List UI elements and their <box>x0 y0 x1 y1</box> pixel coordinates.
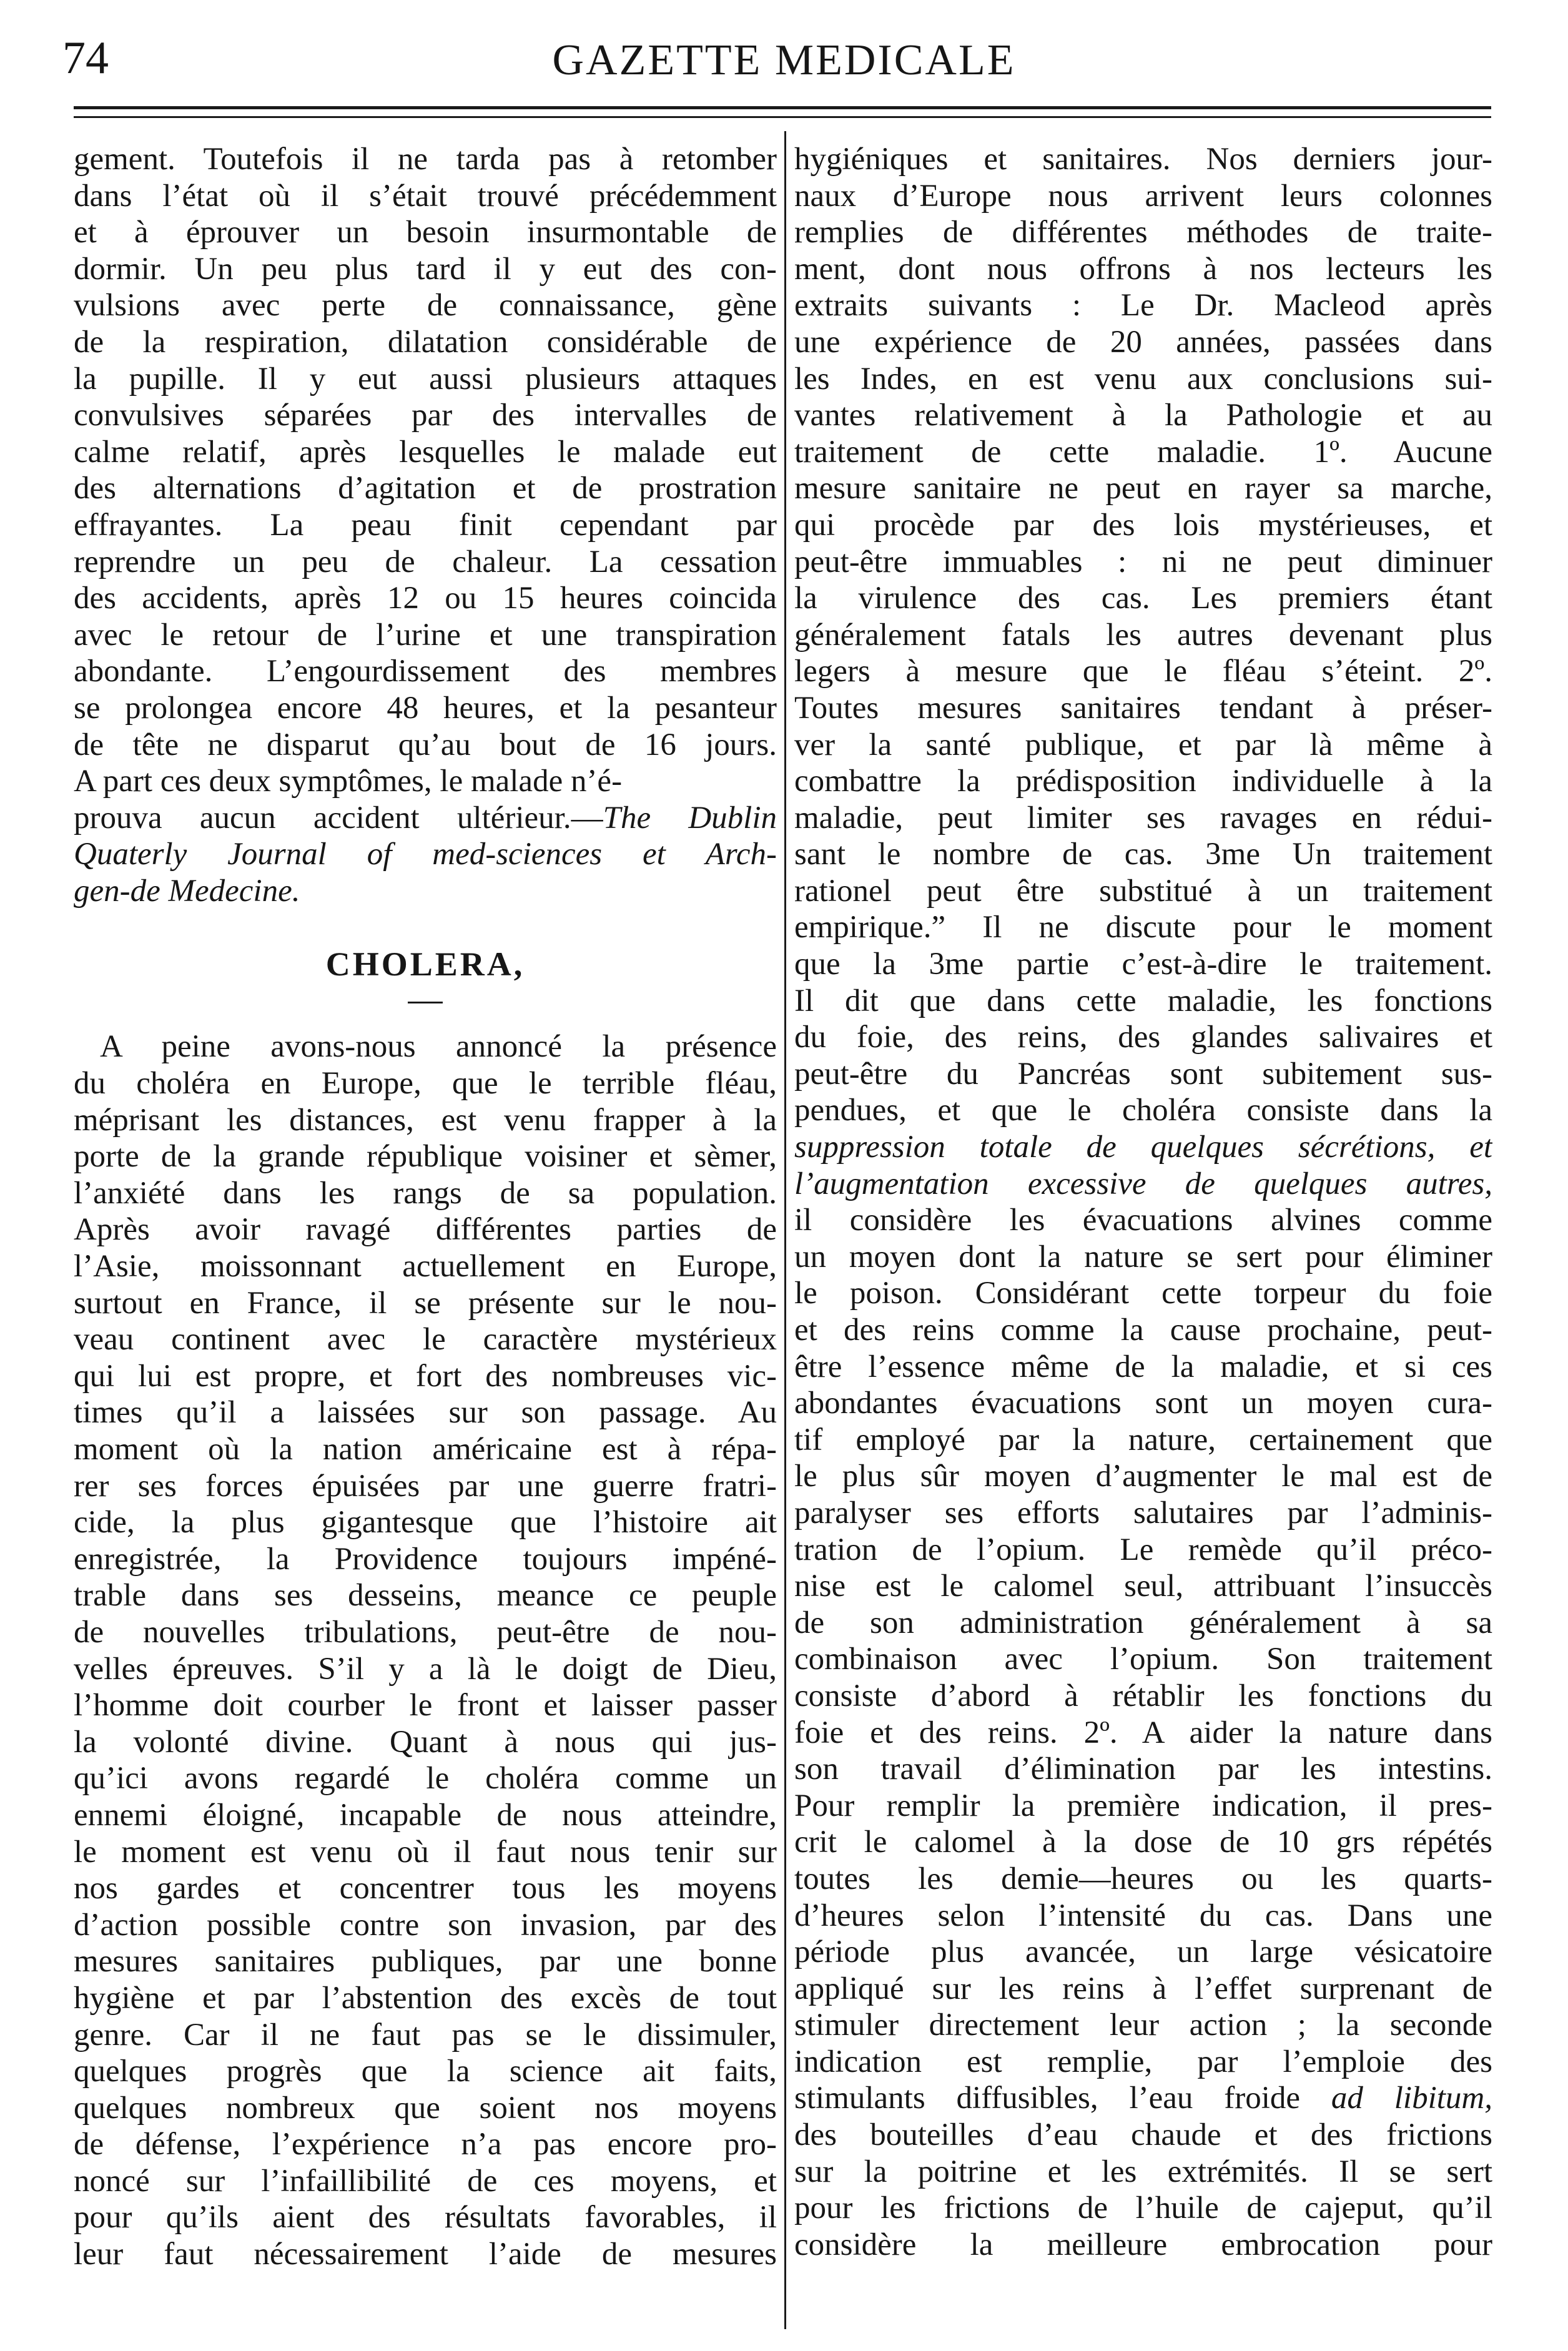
italic-run: l’augmentation excessive de quelques autres, <box>794 1166 1492 1201</box>
text-line: des bouteilles d’eau chaude et des frictions <box>794 2117 1492 2153</box>
text-line: sur la poitrine et les extrémités. Il se sert <box>794 2154 1492 2189</box>
text-line: avec le retour de l’urine et une transpiration <box>74 617 777 653</box>
text-line: genre. Car il ne faut pas se le dissimuler, <box>74 2017 777 2053</box>
text-line: dans l’état où il s’était trouvé précédemment <box>74 178 777 214</box>
page-number: 74 <box>62 32 109 84</box>
text-line: leur faut nécessairement l’aide de mesures <box>74 2237 777 2272</box>
text-line: période plus avancée, un large vésicatoire <box>794 1935 1492 1970</box>
text-line: de son administration généralement à sa <box>794 1605 1492 1640</box>
text-line: et à éprouver un besoin insurmontable de <box>74 215 777 250</box>
text-line: Toutes mesures sanitaires tendant à préser- <box>794 690 1492 726</box>
paragraph-treatment <box>794 141 1492 1129</box>
text-line: Pour remplir la première indication, il pres- <box>794 1788 1492 1823</box>
text-line: mesure sanitaire ne peut en rayer sa marche, <box>794 471 1492 506</box>
text-line <box>794 1166 1492 1203</box>
text-line: remplies de différentes méthodes de traite- <box>794 215 1492 250</box>
text-line: vulsions avec perte de connaissance, gène <box>74 288 777 323</box>
text-line: le poison. Considérant cette torpeur du foie <box>794 1276 1492 1311</box>
journal-citation: Quaterly Journal of med-sciences et Arch- <box>74 837 777 872</box>
citation-line <box>74 873 777 910</box>
text-line: veau continent avec le caractère mystérieux <box>74 1322 777 1358</box>
text-line: qu’ici avons regardé le choléra comme un <box>74 1761 777 1797</box>
text-line: extraits suivants : Le Dr. Macleod après <box>794 288 1492 323</box>
text-line: enregistrée, la Providence toujours impéné- <box>74 1541 777 1577</box>
text-line: quelques progrès que la science ait faits, <box>74 2054 777 2089</box>
text-line: Après avoir ravagé différentes parties de <box>74 1212 777 1248</box>
section-divider-dash <box>408 1002 443 1003</box>
text-line: crit le calomel à la dose de 10 grs répétés <box>794 1825 1492 1860</box>
text-line: être l’essence même de la maladie, et si ces <box>794 1349 1492 1384</box>
text-line: A peine avons-nous annoncé la présence <box>100 1029 777 1065</box>
text-line: foie et des reins. 2º. A aider la nature dans <box>794 1715 1492 1750</box>
text-line <box>794 2080 1492 2117</box>
text-line: surtout en France, il se présente sur le nou- <box>74 1285 777 1321</box>
text-line: un moyen dont la nature se sert pour éliminer <box>794 1239 1492 1274</box>
text-line: l’Asie, moissonnant actuellement en Europe, <box>74 1249 777 1284</box>
text-line: appliqué sur les reins à l’effet surprenant de <box>794 1971 1492 2006</box>
text-line: sant le nombre de cas. 3me Un traitement <box>794 837 1492 872</box>
text-line: pour les frictions de l’huile de cajeput, qu’il <box>794 2191 1492 2226</box>
text-line: du foie, des reins, des glandes salivaires et <box>794 1020 1492 1055</box>
text-line: ment, dont nous offrons à nos lecteurs les <box>794 251 1492 287</box>
text-line: des accidents, après 12 ou 15 heures coincida <box>74 581 777 616</box>
journal-citation: gen-de Medecine. <box>74 873 300 909</box>
text-line: de la respiration, dilatation considérable de <box>74 324 777 360</box>
text-line: ver la santé publique, et par là même à <box>794 727 1492 762</box>
text-line: dormir. Un peu plus tard il y eut des con- <box>74 251 777 287</box>
text-line: mesures sanitaires publiques, par une bonne <box>74 1944 777 1979</box>
text-line: gement. Toutefois il ne tarda pas à retomber <box>74 142 777 177</box>
text-run: prouva aucun accident ultérieur.— <box>74 800 603 835</box>
text-line: de défense, l’expérience n’a pas encore pro- <box>74 2127 777 2162</box>
text-line: de tête ne disparut qu’au bout de 16 jours. <box>74 727 777 762</box>
text-line: hygiéniques et sanitaires. Nos derniers jour- <box>794 142 1492 177</box>
text-line: le plus sûr moyen d’augmenter le mal est de <box>794 1459 1492 1494</box>
text-run: stimulants diffusibles, l’eau froide <box>794 2081 1331 2116</box>
header-rule-thick <box>74 106 1491 109</box>
text-line: qui procède par des lois mystérieuses, et <box>794 507 1492 543</box>
text-line: combinaison avec l’opium. Son traitement <box>794 1642 1492 1677</box>
text-line: abondante. L’engourdissement des membres <box>74 654 777 689</box>
text-line: effrayantes. La peau finit cependant par <box>74 507 777 543</box>
text-line: Il dit que dans cette maladie, les fonctions <box>794 983 1492 1018</box>
text-line: toutes les demie—heures ou les quarts- <box>794 1861 1492 1896</box>
citation-line <box>74 836 777 873</box>
text-line: de nouvelles tribulations, peut-être de nou- <box>74 1614 777 1650</box>
column-divider <box>784 131 786 2329</box>
text-line: legers à mesure que le fléau s’éteint. 2º. <box>794 654 1492 689</box>
text-line: pour qu’ils aient des résultats favorables, il <box>74 2200 777 2235</box>
paragraph-cholera <box>74 1028 777 2272</box>
text-line: peut-être immuables : ni ne peut diminuer <box>794 544 1492 579</box>
text-line: reprendre un peu de chaleur. La cessation <box>74 544 777 579</box>
text-line: généralement fatals les autres devenant plus <box>794 617 1492 653</box>
text-line: stimuler directement leur action ; la seconde <box>794 2008 1492 2043</box>
text-line: que la 3me partie c’est-à-dire le traitement. <box>794 947 1492 982</box>
section-heading-cholera: CHOLERA, <box>325 945 525 983</box>
text-line: méprisant les distances, est venu frapper à la <box>74 1102 777 1138</box>
text-line: traitement de cette maladie. 1º. Aucune <box>794 434 1492 470</box>
running-title: GAZETTE MEDICALE <box>552 36 1016 84</box>
text-line: naux d’Europe nous arrivent leurs colonnes <box>794 178 1492 214</box>
text-line: calme relatif, après lesquelles le malade eut <box>74 434 777 470</box>
text-line: la virulence des cas. Les premiers étant <box>794 581 1492 616</box>
text-line: et des reins comme la cause prochaine, peut- <box>794 1313 1492 1348</box>
text-line: qui lui est propre, et fort des nombreuses vic- <box>74 1358 777 1394</box>
text-line: velles épreuves. S’il y a là le doigt de Dieu, <box>74 1651 777 1687</box>
paragraph-treatment-end <box>794 2117 1492 2263</box>
text-line: les Indes, en est venu aux conclusions sui- <box>794 361 1492 397</box>
text-line: combattre la prédisposition individuelle à la <box>794 764 1492 799</box>
text-line: A part ces deux symptômes, le malade n’é- <box>74 764 623 799</box>
left-column <box>74 141 777 2273</box>
citation-line <box>74 800 777 837</box>
text-line: considère la meilleure embrocation pour <box>794 2227 1492 2262</box>
text-line: du choléra en Europe, que le terrible fléau, <box>74 1066 777 1102</box>
paragraph-treatment-cont <box>794 1202 1492 2080</box>
text-line: il considère les évacuations alvines comme <box>794 1203 1492 1238</box>
text-line: quelques nombreux que soient nos moyens <box>74 2090 777 2126</box>
text-line: paralyser ses efforts salutaires par l’adminis- <box>794 1495 1492 1530</box>
running-header <box>0 0 1568 106</box>
text-line: noncé sur l’infaillibilité de ces moyens, et <box>74 2163 777 2199</box>
text-line: des alternations d’agitation et de prostration <box>74 471 777 506</box>
text-line: convulsives séparées par des intervalles de <box>74 398 777 433</box>
text-line: se prolongea encore 48 heures, et la pesanteur <box>74 690 777 726</box>
italic-run: suppression totale de quelques sécrétions, et <box>794 1130 1492 1165</box>
text-line: pendues, et que le choléra consiste dans la <box>794 1093 1492 1128</box>
text-line: indication est remplie, par l’emploie des <box>794 2044 1492 2079</box>
text-line: maladie, peut limiter ses ravages en rédui- <box>794 800 1492 835</box>
italic-run: ad libitum, <box>1331 2081 1492 2116</box>
text-line: vantes relativement à la Pathologie et au <box>794 398 1492 433</box>
text-line: empirique.” Il ne discute pour le moment <box>794 910 1492 945</box>
text-line: la volonté divine. Quant à nous qui jus- <box>74 1724 777 1760</box>
text-line: nos gardes et concentrer tous les moyens <box>74 1871 777 1906</box>
text-line: une expérience de 20 années, passées dans <box>794 324 1492 360</box>
text-line: l’anxiété dans les rangs de sa population. <box>74 1175 777 1211</box>
text-line: nise est le calomel seul, attribuant l’insuccès <box>794 1569 1492 1604</box>
text-line: l’homme doit courber le front et laisser passer <box>74 1688 777 1723</box>
text-line: peut-être du Pancréas sont subitement sus- <box>794 1056 1492 1092</box>
text-line: times qu’il a laissées sur son passage. Au <box>74 1395 777 1431</box>
text-line <box>794 1129 1492 1166</box>
text-line: consiste d’abord à rétablir les fonctions du <box>794 1678 1492 1713</box>
text-line: abondantes évacuations sont un moyen cura- <box>794 1386 1492 1421</box>
text-line: d’action possible contre son invasion, par des <box>74 1907 777 1943</box>
text-line: son travail d’élimination par les intestins. <box>794 1752 1492 1787</box>
text-line: rationel peut être substitué à un traitement <box>794 873 1492 909</box>
text-line: la pupille. Il y eut aussi plusieurs attaques <box>74 361 777 397</box>
text-line: hygiène et par l’abstention des excès de tout <box>74 1980 777 2016</box>
text-line: d’heures selon l’intensité du cas. Dans une <box>794 1898 1492 1933</box>
paragraph-case-report <box>74 141 777 800</box>
right-column <box>794 141 1492 2263</box>
header-rule-thin <box>74 116 1491 118</box>
text-line: tif employé par la nature, certainement que <box>794 1422 1492 1457</box>
text-line: trable dans ses desseins, meance ce peuple <box>74 1578 777 1614</box>
journal-citation: The Dublin <box>603 800 777 835</box>
text-line: ennemi éloigné, incapable de nous atteindre, <box>74 1797 777 1833</box>
text-line: le moment est venu où il faut nous tenir sur <box>74 1834 777 1870</box>
text-line: porte de la grande république voisiner et sèmer, <box>74 1139 777 1175</box>
text-line: rer ses forces épuisées par une guerre fratri- <box>74 1468 777 1504</box>
text-line: cide, la plus gigantesque que l’histoire ait <box>74 1505 777 1540</box>
text-line: tration de l’opium. Le remède qu’il préco- <box>794 1532 1492 1567</box>
text-line: moment où la nation américaine est à répa- <box>74 1432 777 1467</box>
